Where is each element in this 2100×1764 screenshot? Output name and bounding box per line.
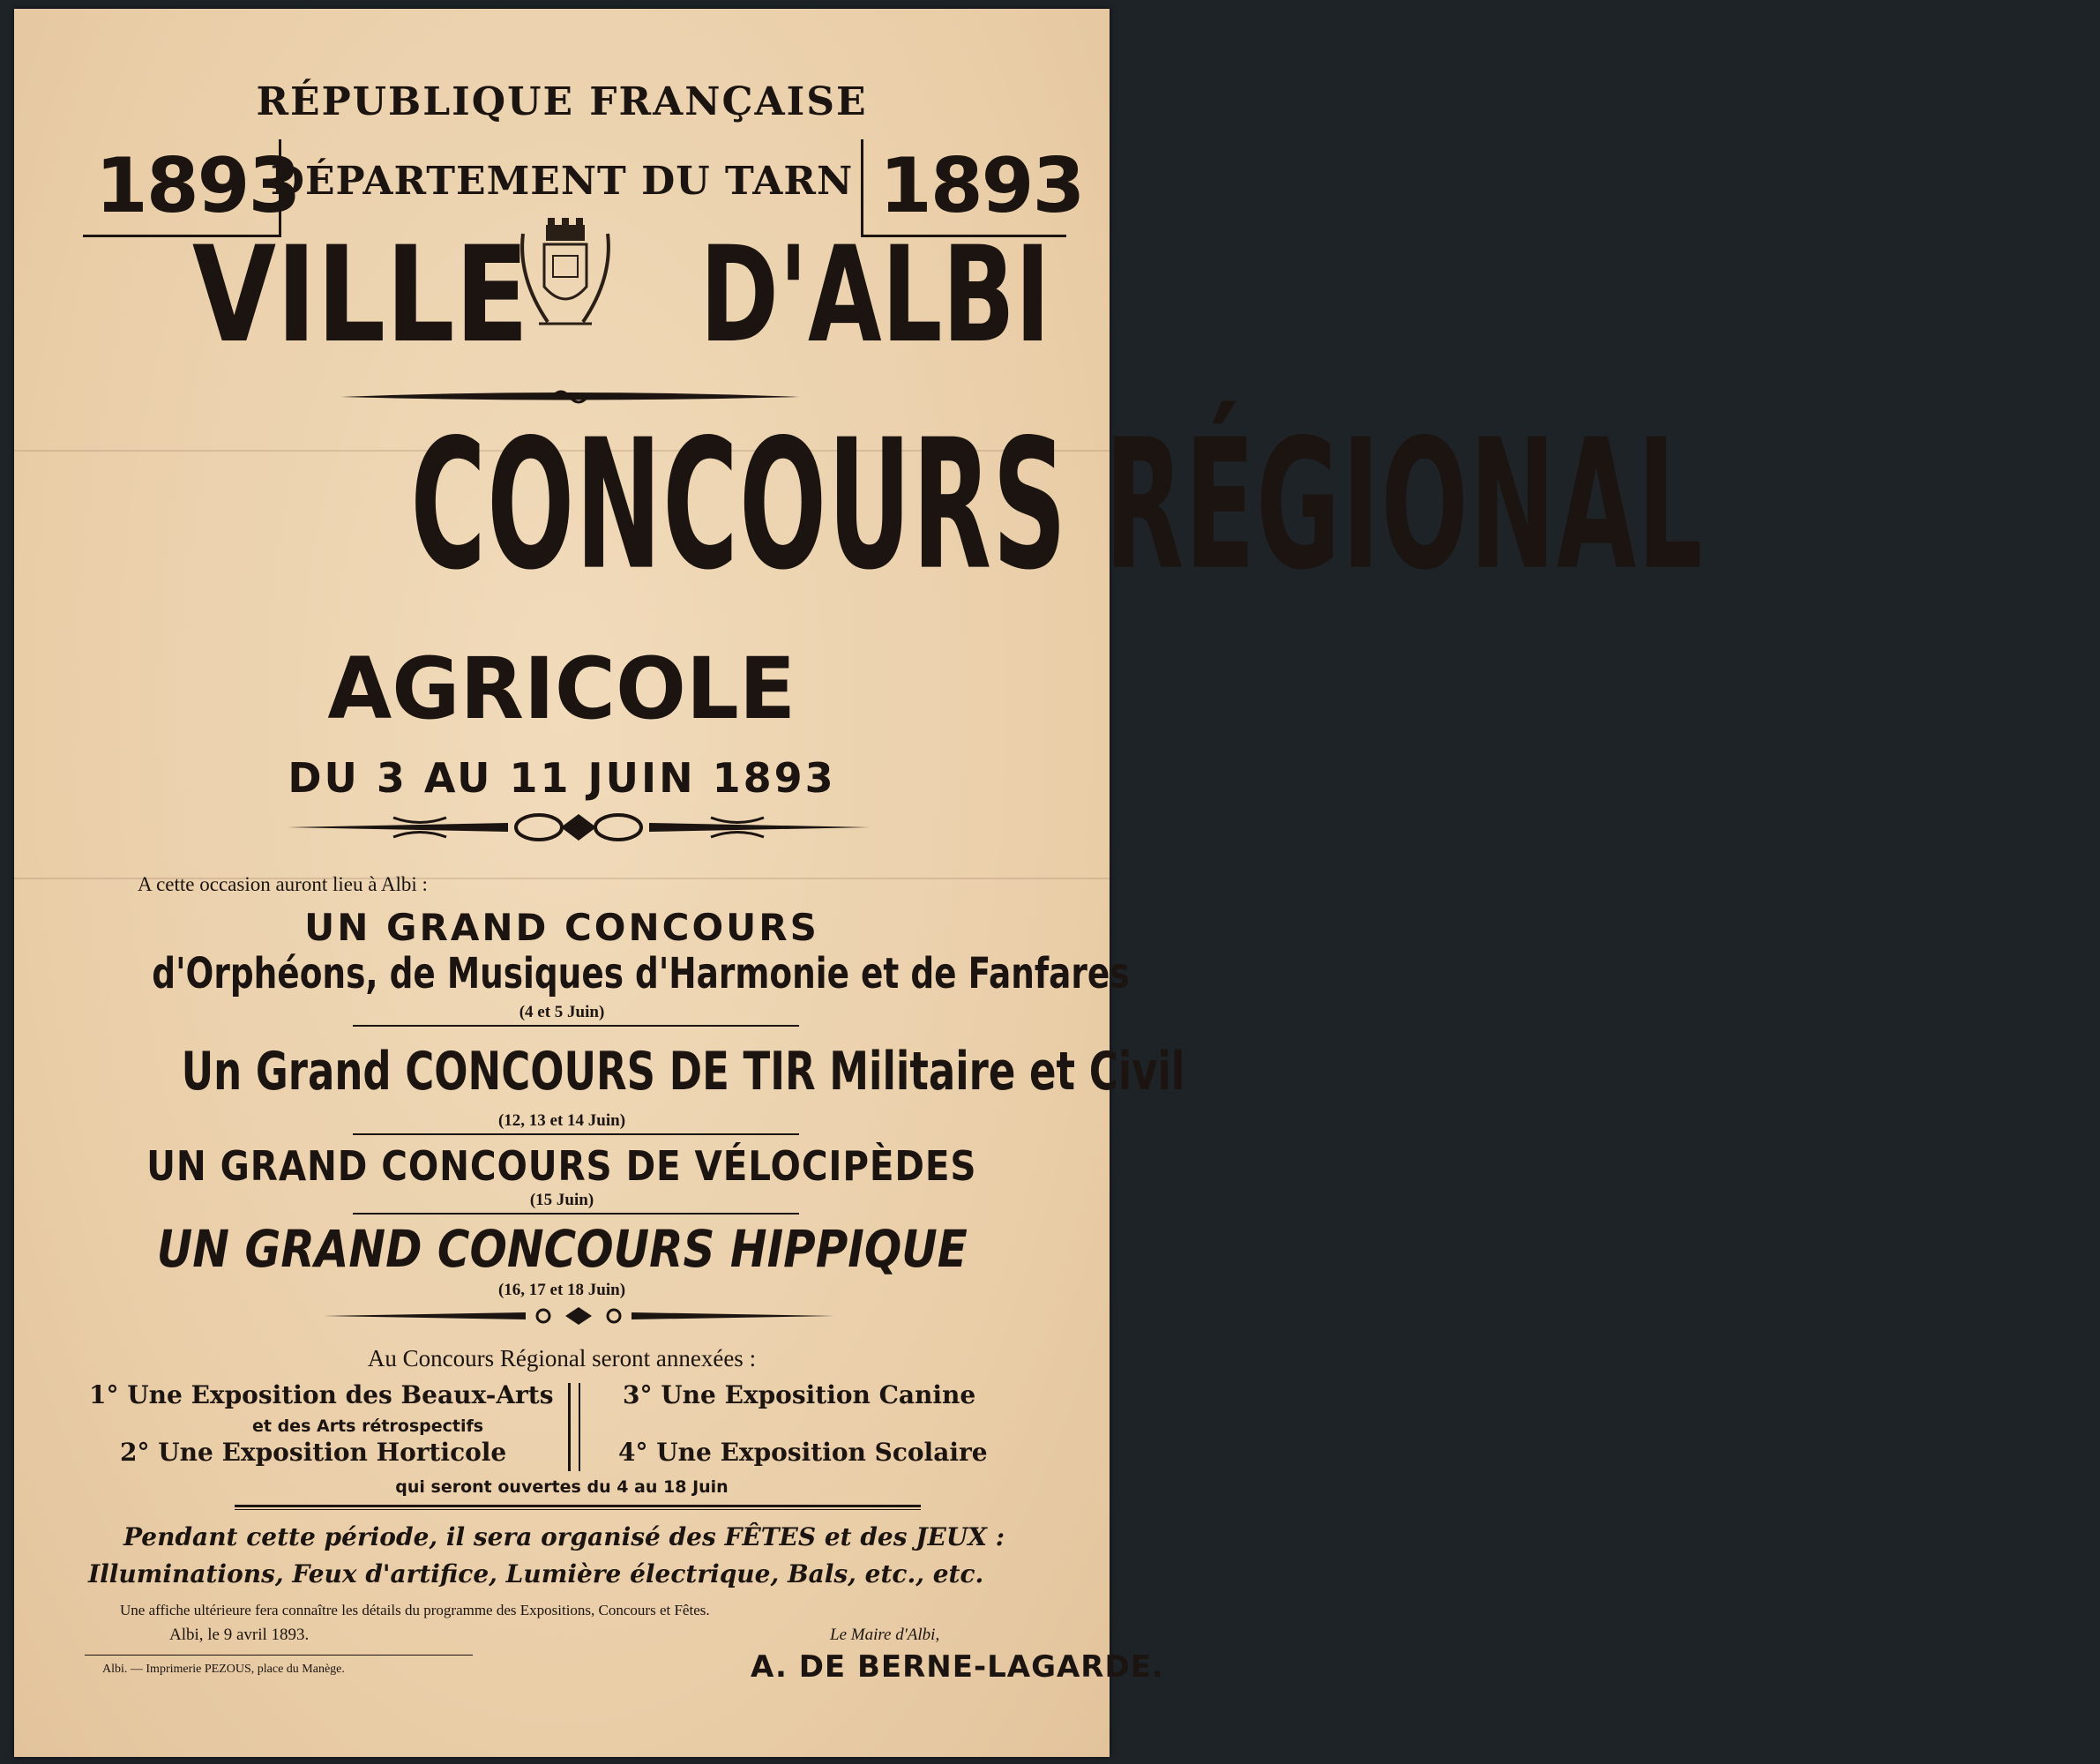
hippique-dates: (16, 17 et 18 Juin) bbox=[497, 1281, 626, 1299]
title-line2-block bbox=[14, 639, 1110, 738]
expositions-intro: Au Concours Régional seront annexées : bbox=[367, 1345, 757, 1372]
tir-title: Un Grand CONCOURS DE TIR Militaire et Civil bbox=[181, 1041, 1185, 1102]
music-subtitle-block bbox=[14, 949, 1130, 998]
coat-of-arms-emblem bbox=[512, 207, 618, 340]
imprimerie-credit: Albi. — Imprimerie PEZOUS, place du Manège. bbox=[102, 1663, 345, 1676]
departement-heading: DÉPARTEMENT DU TARN bbox=[270, 159, 854, 204]
music-title: UN GRAND CONCOURS bbox=[304, 906, 819, 949]
maire-title: Le Maire d'Albi, bbox=[830, 1626, 940, 1644]
albi-block bbox=[631, 219, 1050, 372]
expo-item-3: 3° Une Exposition Canine bbox=[623, 1380, 976, 1409]
tir-block bbox=[14, 1041, 1185, 1102]
title-line1: CONCOURS RÉGIONAL bbox=[410, 400, 1704, 610]
ville-word: VILLE bbox=[191, 219, 529, 372]
music-subtitle: d'Orphéons, de Musiques d'Harmonie et de Fanfares bbox=[152, 949, 1130, 998]
ornament-divider bbox=[323, 1305, 834, 1327]
ville-block bbox=[155, 219, 529, 372]
expo-item-2: 2° Une Exposition Horticole bbox=[120, 1438, 507, 1467]
divider-rule bbox=[85, 1655, 473, 1656]
divider-rule bbox=[353, 1025, 799, 1027]
albi-word: D'ALBI bbox=[699, 219, 1050, 372]
fetes-line1: Pendant cette période, il sera organisé des FÊTES et des JEUX : bbox=[123, 1522, 1005, 1551]
expo-item-1-sub: et des Arts rétrospectifs bbox=[252, 1416, 484, 1436]
expo-dates: qui seront ouvertes du 4 au 18 Juin bbox=[395, 1477, 729, 1497]
events-intro: A cette occasion auront lieu à Albi : bbox=[138, 873, 428, 895]
velo-block bbox=[14, 1142, 1110, 1190]
divider-rule bbox=[235, 1509, 921, 1510]
maire-name: A. DE BERNE-LAGARDE. bbox=[751, 1649, 1164, 1685]
title-line2: AGRICOLE bbox=[327, 639, 796, 738]
expo-item-1: 1° Une Exposition des Beaux-Arts bbox=[89, 1380, 554, 1409]
fetes-note: Une affiche ultérieure fera connaître les détails du programme des Expositions, Concours et Fêtes. bbox=[120, 1602, 710, 1618]
hippique-title: UN GRAND CONCOURS HIPPIQUE bbox=[156, 1219, 968, 1279]
hippique-block bbox=[14, 1219, 1110, 1279]
column-separator bbox=[579, 1383, 580, 1471]
divider-rule bbox=[235, 1505, 921, 1507]
divider-rule bbox=[353, 1133, 799, 1135]
fetes-line2: Illuminations, Feux d'artifice, Lumière électrique, Bals, etc., etc. bbox=[88, 1559, 984, 1588]
velo-dates: (15 Juin) bbox=[529, 1191, 594, 1209]
title-dates: DU 3 AU 11 JUIN 1893 bbox=[288, 754, 836, 802]
poster bbox=[14, 9, 1704, 1757]
footer-date: Albi, le 9 avril 1893. bbox=[169, 1626, 310, 1644]
expo-item-4: 4° Une Exposition Scolaire bbox=[618, 1438, 988, 1467]
ornament-divider bbox=[288, 807, 870, 848]
tir-dates: (12, 13 et 14 Juin) bbox=[497, 1111, 626, 1130]
republique-heading: RÉPUBLIQUE FRANÇAISE bbox=[256, 79, 868, 124]
divider-rule bbox=[353, 1213, 799, 1215]
velo-title: UN GRAND CONCOURS DE VÉLOCIPÈDES bbox=[146, 1142, 977, 1190]
title-line1-block bbox=[14, 400, 1704, 610]
year-left: 1893 bbox=[95, 142, 300, 230]
music-dates: (4 et 5 Juin) bbox=[519, 1003, 605, 1021]
year-right: 1893 bbox=[879, 142, 1084, 230]
column-separator bbox=[568, 1383, 571, 1471]
